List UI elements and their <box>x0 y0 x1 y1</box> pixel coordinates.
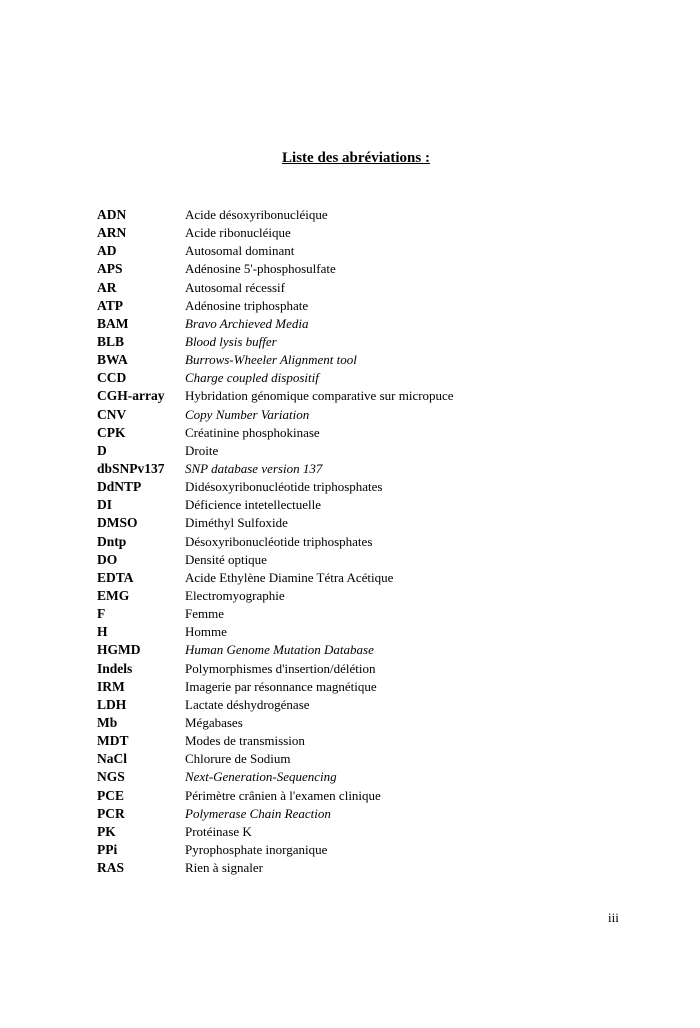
abbreviation-term: AD <box>97 243 117 259</box>
abbreviation-term: CNV <box>97 406 127 422</box>
abbreviation-entry <box>97 478 617 496</box>
abbreviation-definition: Didésoxyribonucléotide triphosphates <box>185 479 383 495</box>
abbreviation-definition: Homme <box>185 624 227 640</box>
abbreviation-definition: Droite <box>185 442 219 458</box>
abbreviation-entry <box>97 206 617 224</box>
abbreviation-entry <box>97 605 617 623</box>
abbreviation-entry <box>97 406 617 424</box>
abbreviation-term: Indels <box>97 660 133 676</box>
abbreviation-definition: Imagerie par résonnance magnétique <box>185 678 377 694</box>
abbreviation-definition: Polymorphismes d'insertion/délétion <box>185 660 376 676</box>
abbreviation-entry <box>97 242 617 260</box>
abbreviation-definition: Déficience intetellectuelle <box>185 497 322 513</box>
abbreviation-entry <box>97 732 617 750</box>
abbreviation-term: ATP <box>97 297 123 313</box>
page-title: Liste des abréviations : <box>282 150 430 166</box>
abbreviation-entry <box>97 859 617 877</box>
abbreviation-entry <box>97 750 617 768</box>
abbreviation-definition: Acide désoxyribonucléique <box>185 207 328 222</box>
abbreviation-definition: SNP database version 137 <box>185 460 323 476</box>
abbreviation-entry <box>97 660 617 678</box>
abbreviation-definition: Femme <box>185 606 224 622</box>
abbreviation-term: BAM <box>97 315 129 331</box>
abbreviation-term: NGS <box>97 769 125 785</box>
abbreviation-term: F <box>97 606 106 622</box>
abbreviation-definition: Next-Generation-Sequencing <box>185 769 337 785</box>
abbreviation-term: CCD <box>97 370 127 386</box>
abbreviation-entry <box>97 587 617 605</box>
abbreviation-term: CPK <box>97 424 126 440</box>
abbreviation-definition: Electromyographie <box>185 587 285 603</box>
abbreviation-term: CGH-array <box>97 388 165 404</box>
abbreviation-definition: Diméthyl Sulfoxide <box>185 515 288 531</box>
abbreviation-entry <box>97 696 617 714</box>
abbreviation-definition: Copy Number Variation <box>185 406 310 422</box>
abbreviation-term: Dntp <box>97 533 127 549</box>
abbreviation-entry <box>97 279 617 297</box>
abbreviation-entry <box>97 496 617 514</box>
abbreviation-entry <box>97 823 617 841</box>
abbreviation-term: PCE <box>97 787 124 803</box>
abbreviation-entry <box>97 442 617 460</box>
abbreviation-definition: Acide ribonucléique <box>185 225 291 241</box>
abbreviation-term: ARN <box>97 225 127 241</box>
abbreviation-entry <box>97 333 617 351</box>
abbreviation-definition: Désoxyribonucléotide triphosphates <box>185 533 373 549</box>
abbreviation-term: H <box>97 624 108 640</box>
abbreviation-definition: Protéinase K <box>185 823 252 839</box>
abbreviation-entry <box>97 787 617 805</box>
abbreviation-term: HGMD <box>97 642 141 658</box>
abbreviation-definition: Hybridation génomique comparative sur micropuce <box>185 388 454 404</box>
abbreviation-entry <box>97 260 617 278</box>
abbreviation-term: D <box>97 442 107 458</box>
abbreviation-definition: Mégabases <box>185 714 243 730</box>
abbreviation-definition: Bravo Archieved Media <box>185 315 309 331</box>
abbreviation-entry <box>97 641 617 659</box>
abbreviation-entry <box>97 460 617 478</box>
abbreviation-entry <box>97 678 617 696</box>
abbreviation-entry <box>97 623 617 641</box>
abbreviation-term: NaCl <box>97 751 127 767</box>
abbreviation-term: PPi <box>97 841 118 857</box>
abbreviation-entry <box>97 768 617 786</box>
abbreviation-term: BLB <box>97 333 125 349</box>
abbreviation-definition: Blood lysis buffer <box>185 333 277 349</box>
abbreviation-definition: Périmètre crânien à l'examen clinique <box>185 787 381 803</box>
abbreviation-entry <box>97 351 617 369</box>
abbreviation-entry <box>97 533 617 551</box>
abbreviation-definition: Lactate déshydrogénase <box>185 696 310 712</box>
abbreviation-entry <box>97 805 617 823</box>
abbreviation-definition: Créatinine phosphokinase <box>185 424 320 440</box>
abbreviation-entry <box>97 424 617 442</box>
abbreviation-definition: Adénosine 5'-phosphosulfate <box>185 261 336 277</box>
abbreviation-term: EDTA <box>97 569 134 585</box>
abbreviation-definition: Adénosine triphosphate <box>185 297 309 313</box>
abbreviation-entry <box>97 569 617 587</box>
abbreviation-term: AR <box>97 279 117 295</box>
abbreviation-term: APS <box>97 261 123 277</box>
abbreviation-term: DMSO <box>97 515 138 531</box>
abbreviation-term: MDT <box>97 733 129 749</box>
abbreviation-definition: Autosomal récessif <box>185 279 286 295</box>
abbreviation-definition: Pyrophosphate inorganique <box>185 841 328 857</box>
abbreviation-definition: Modes de transmission <box>185 733 305 749</box>
abbreviation-term: PK <box>97 823 116 839</box>
abbreviation-entry <box>97 224 617 242</box>
abbreviation-term: ADN <box>97 207 127 222</box>
abbreviation-term: PCR <box>97 805 125 821</box>
abbreviation-term: LDH <box>97 696 127 712</box>
abbreviation-definition: Charge coupled dispositif <box>185 370 319 386</box>
abbreviation-entry <box>97 551 617 569</box>
abbreviation-term: EMG <box>97 587 130 603</box>
abbreviation-term: DI <box>97 497 113 513</box>
abbreviation-entry <box>97 514 617 532</box>
abbreviation-entry <box>97 841 617 859</box>
abbreviation-entry <box>97 714 617 732</box>
abbreviation-entry <box>97 369 617 387</box>
abbreviation-definition: Acide Ethylène Diamine Tétra Acétique <box>185 569 394 585</box>
abbreviation-definition: Human Genome Mutation Database <box>185 642 374 658</box>
abbreviation-entry <box>97 387 617 405</box>
abbreviation-definition: Rien à signaler <box>185 860 263 876</box>
abbreviation-term: RAS <box>97 860 125 876</box>
abbreviation-definition: Chlorure de Sodium <box>185 751 291 767</box>
abbreviation-definition: Polymerase Chain Reaction <box>185 805 331 821</box>
abbreviation-list <box>97 206 617 877</box>
abbreviation-term: DdNTP <box>97 479 142 495</box>
abbreviation-term: IRM <box>97 678 125 694</box>
abbreviation-term: DO <box>97 551 118 567</box>
page-number: iii <box>608 910 619 925</box>
abbreviation-definition: Autosomal dominant <box>185 243 295 259</box>
abbreviation-term: Mb <box>97 714 118 730</box>
abbreviation-definition: Burrows-Wheeler Alignment tool <box>185 352 357 368</box>
abbreviation-entry <box>97 315 617 333</box>
abbreviation-term: dbSNPv137 <box>97 460 165 476</box>
abbreviation-term: BWA <box>97 352 128 368</box>
abbreviation-entry <box>97 297 617 315</box>
abbreviation-definition: Densité optique <box>185 551 267 567</box>
